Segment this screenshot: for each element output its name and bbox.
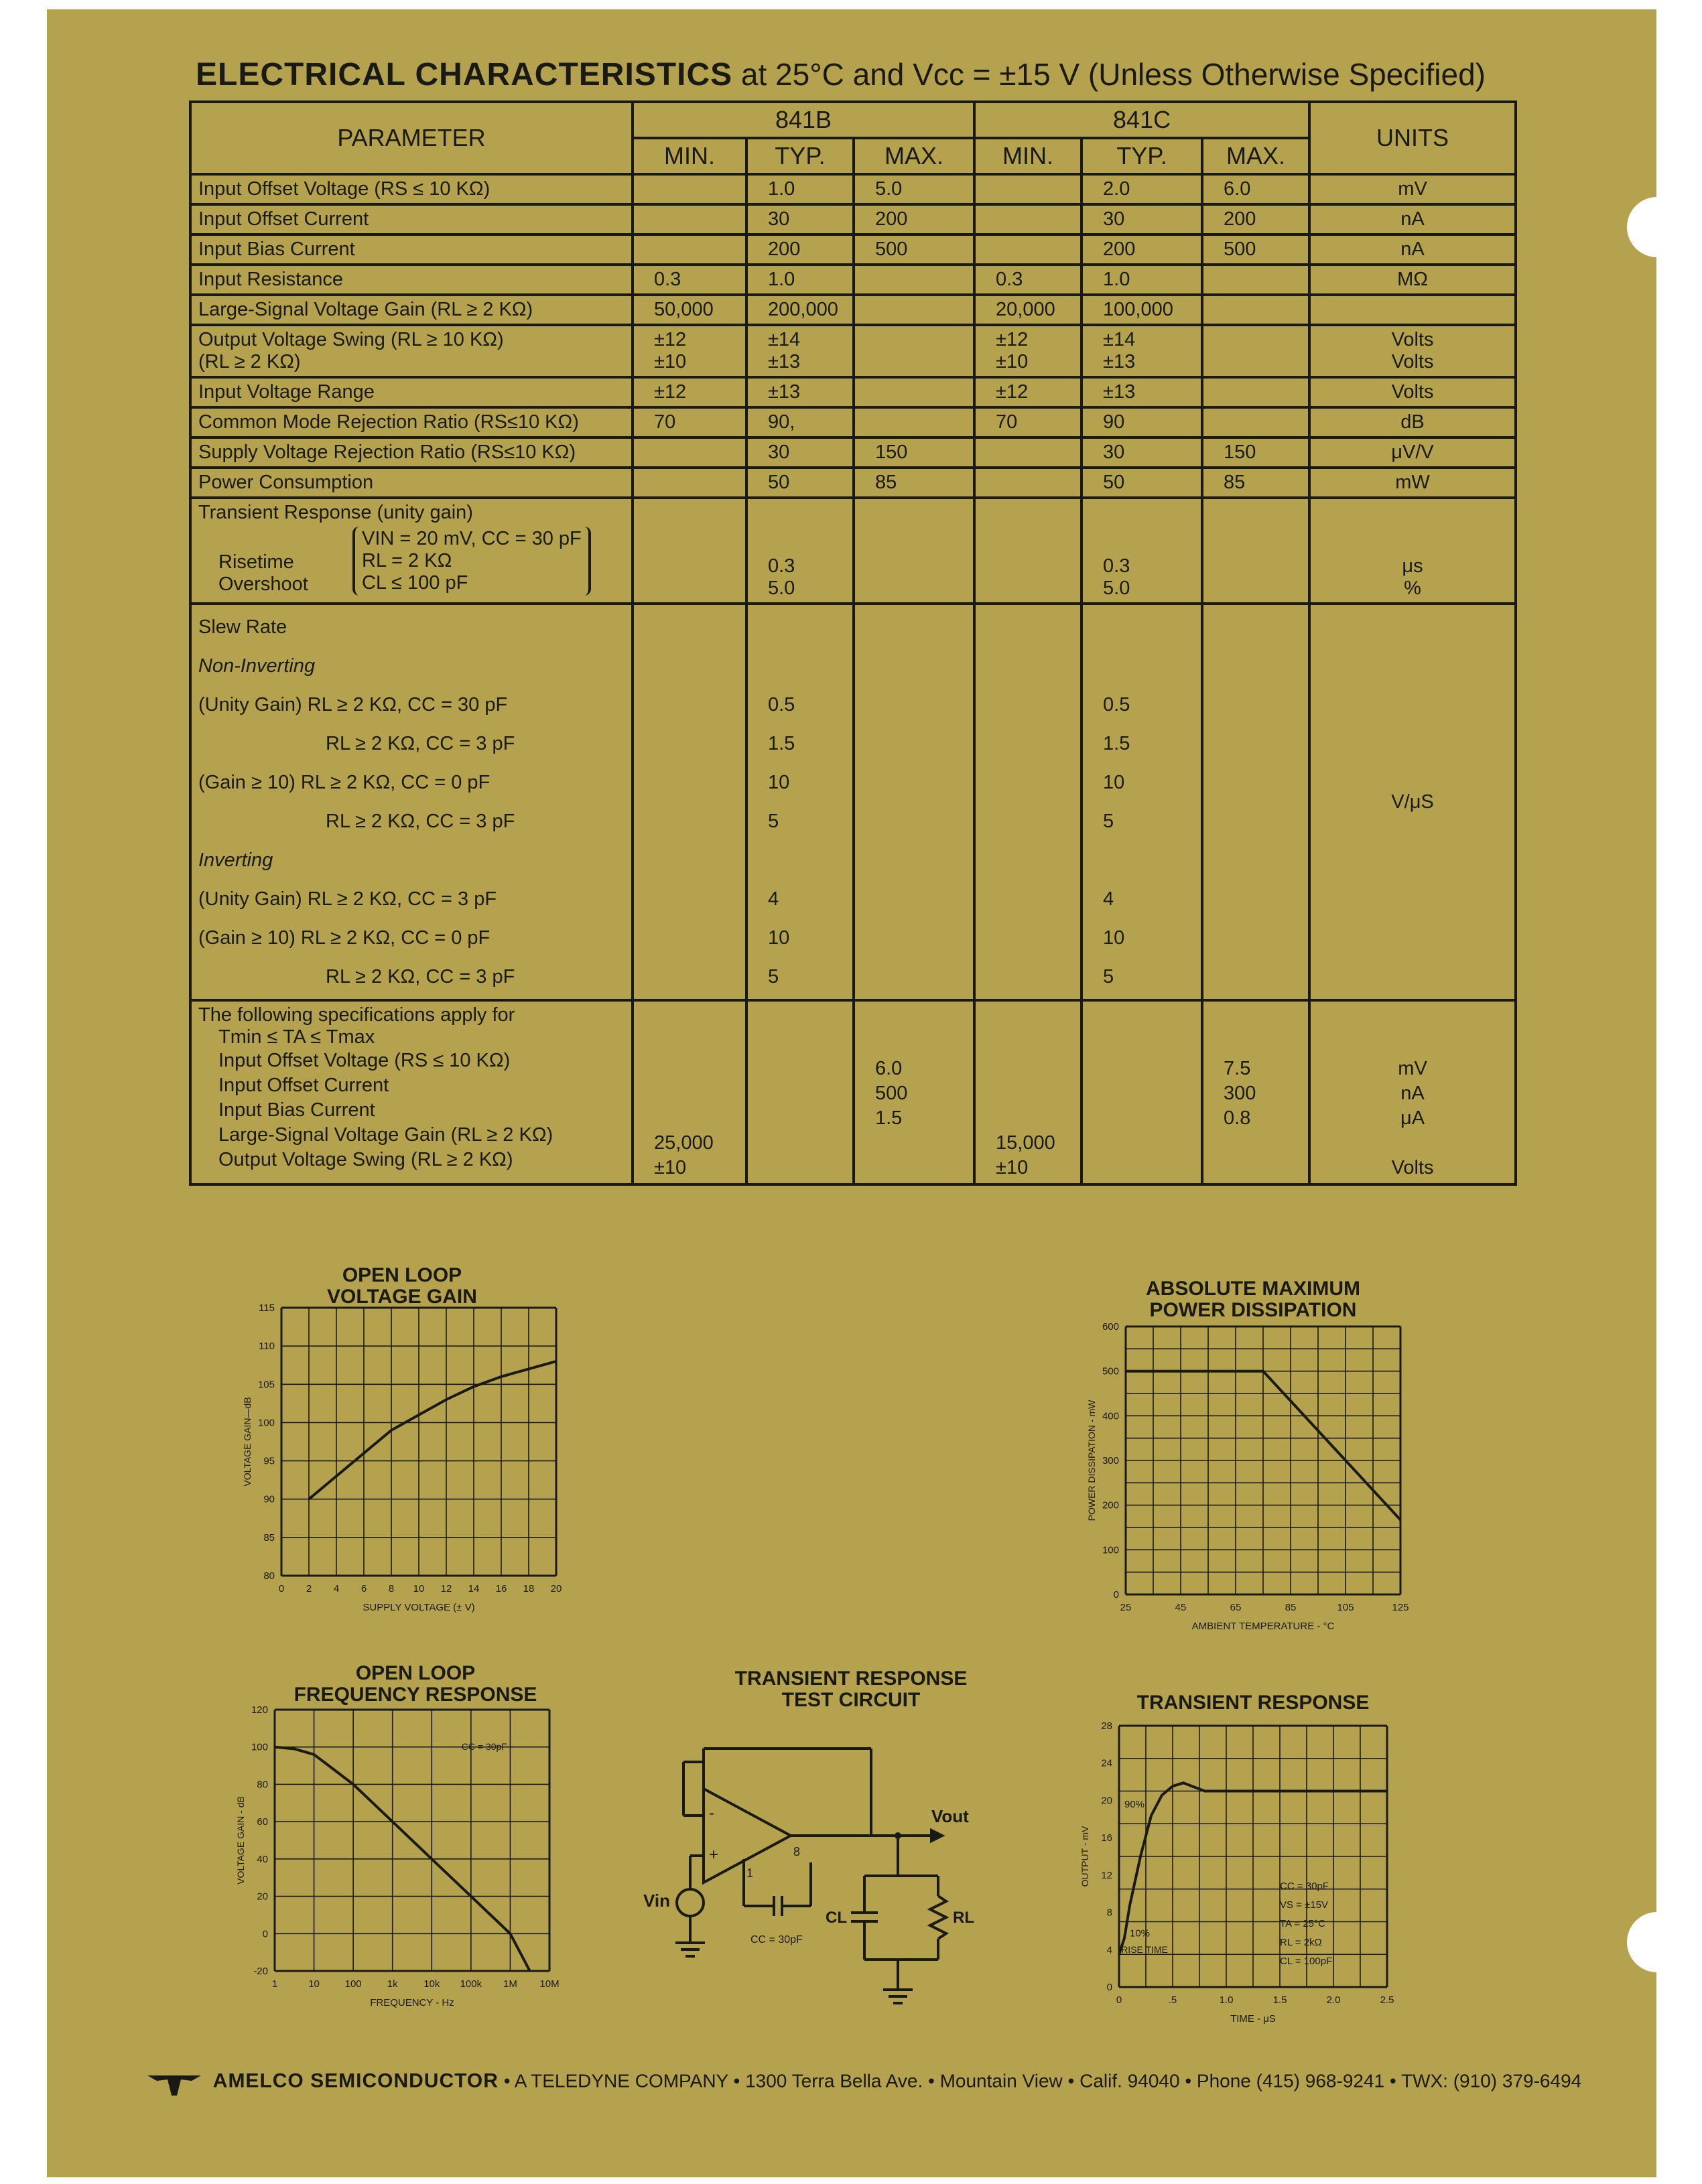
unit-cell: mV (1309, 174, 1516, 204)
x-tick-label: 100 (344, 1978, 362, 1990)
value-cell-c-min: 0.3 (974, 265, 1082, 295)
value-cell-b-typ: 30 (746, 437, 854, 468)
x-tick-label: 10M (539, 1978, 560, 1990)
value-cell-c-typ: 90 (1082, 407, 1202, 437)
unit-cell: nA (1309, 234, 1516, 265)
value-cell-c-max: 6.0 (1202, 174, 1309, 204)
value-cell-b-min: 50,000 (633, 295, 746, 325)
y-tick-label: 200 (1102, 1499, 1119, 1511)
x-tick-label: 4 (333, 1583, 340, 1594)
y-tick-label: 60 (257, 1816, 268, 1828)
legend-entry: CL = 100pF (1280, 1955, 1333, 1967)
range-row (190, 1000, 1516, 1184)
spec-rows (190, 174, 1516, 498)
slew-line-label: (Unity Gain) RL ≥ 2 KΩ, CC = 30 pF (198, 694, 508, 715)
y-tick-label: 600 (1102, 1321, 1119, 1333)
value-cell-b-typ: ±13 (746, 377, 854, 407)
y-axis-label: POWER DISSIPATION - mW (1086, 1400, 1097, 1521)
value-cell-c-max (1202, 407, 1309, 437)
y-axis-label: VOLTAGE GAIN - dB (235, 1796, 246, 1885)
y-tick-label: 105 (257, 1379, 275, 1391)
slew-c-typ (1082, 604, 1202, 1000)
value-cell-b-typ: 200 (746, 234, 854, 265)
param-cell: Input Resistance (190, 265, 633, 295)
table-row (190, 204, 1516, 234)
header-841c: 841C (974, 102, 1309, 138)
transient-b-typ: 0.3 5.0 (746, 498, 854, 604)
value-cell-b-min (633, 204, 746, 234)
test-circuit-diagram (643, 1722, 992, 2023)
unit-cell: MΩ (1309, 265, 1516, 295)
slew-inverting-heading: Inverting (198, 849, 273, 871)
plus-label: + (709, 1846, 719, 1864)
x-tick-label: 6 (361, 1583, 367, 1594)
slew-inv-line-label: RL ≥ 2 KΩ, CC = 3 pF (326, 966, 515, 987)
x-tick-label: 85 (1285, 1602, 1297, 1613)
value-cell-c-max: 500 (1202, 234, 1309, 265)
unit-cell: Volts (1309, 377, 1516, 407)
x-tick-label: 16 (495, 1583, 507, 1594)
value-cell-b-typ: 90, (746, 407, 854, 437)
value-cell-b-min: ±12 (633, 377, 746, 407)
x-tick-label: 20 (550, 1583, 562, 1594)
x-tick-label: 2 (306, 1583, 312, 1594)
value-cell-b-max (854, 377, 974, 407)
x-tick-label: .5 (1168, 1994, 1177, 2006)
rl-label: RL (953, 1909, 974, 1927)
title-condition: at 25°C and Vcc = ±15 V (Unless Otherwise Specified) (740, 57, 1486, 92)
unit-cell (1309, 295, 1516, 325)
chart-title-freq: OPEN LOOP FREQUENCY RESPONSE (293, 1662, 537, 1706)
param-cell: Input Bias Current (190, 234, 633, 265)
value-cell-b-max: 150 (854, 437, 974, 468)
slew-line-c: 1.5 (1103, 733, 1130, 754)
value-cell-c-min: 20,000 (974, 295, 1082, 325)
value-cell-b-typ: ±14 ±13 (746, 325, 854, 377)
x-tick-label: 1 (271, 1978, 278, 1990)
title-main: ELECTRICAL CHARACTERISTICS (196, 57, 733, 92)
chart-title-circuit: TRANSIENT RESPONSE TEST CIRCUIT (734, 1667, 968, 1711)
y-tick-label: 28 (1101, 1720, 1112, 1732)
value-cell-b-typ: 1.0 (746, 174, 854, 204)
x-axis-label: FREQUENCY - Hz (370, 1997, 454, 2008)
value-cell-c-min: ±12 (974, 377, 1082, 407)
transient-heading: Transient Response (unity gain) (198, 502, 473, 523)
unit-cell: μV/V (1309, 437, 1516, 468)
param-cell: Input Offset Current (190, 204, 633, 234)
value-cell-b-min (633, 437, 746, 468)
slew-line-b: 1.5 (768, 733, 795, 754)
x-tick-label: 12 (440, 1583, 452, 1594)
header-parameter: PARAMETER (190, 102, 633, 174)
overshoot-label: Overshoot (218, 573, 308, 595)
transient-c-typ: 0.3 5.0 (1082, 498, 1202, 604)
value-cell-b-min (633, 174, 746, 204)
y-tick-label: 16 (1101, 1832, 1112, 1844)
header-units: UNITS (1309, 102, 1516, 174)
value-cell-c-min: 70 (974, 407, 1082, 437)
minus-label: - (709, 1804, 714, 1822)
value-cell-c-typ: ±13 (1082, 377, 1202, 407)
pin1-label: 1 (746, 1866, 754, 1880)
slew-inv-line-b: 10 (768, 927, 790, 949)
value-cell-b-max (854, 295, 974, 325)
x-tick-label: 45 (1175, 1602, 1187, 1613)
y-tick-label: 90 (263, 1493, 275, 1505)
punch-hole-top (1627, 197, 1687, 257)
y-tick-label: 0 (1106, 1982, 1112, 1993)
label-90-percent: 90% (1124, 1798, 1145, 1810)
y-tick-label: 0 (1113, 1589, 1119, 1600)
value-cell-c-max (1202, 325, 1309, 377)
value-cell-b-max (854, 265, 974, 295)
slew-inv-line-c: 10 (1103, 927, 1125, 949)
value-cell-b-min (633, 234, 746, 265)
x-tick-label: 0 (1116, 1994, 1122, 2006)
transient-cond2: RL = 2 KΩ (362, 550, 452, 571)
cl-label: CL (826, 1909, 847, 1927)
x-tick-label: 1.5 (1272, 1994, 1287, 2006)
header-row-groups (190, 102, 1516, 138)
legend-entry: TA = 25°C (1280, 1917, 1325, 1929)
value-cell-b-max: 5.0 (854, 174, 974, 204)
chart-title-power: ABSOLUTE MAXIMUM POWER DISSIPATION (1146, 1278, 1360, 1321)
transient-row (190, 498, 1516, 604)
y-tick-label: 300 (1102, 1455, 1119, 1466)
range-c-min: 15,000 ±10 (974, 1000, 1082, 1184)
slew-param (190, 604, 633, 1000)
value-cell-c-typ: 100,000 (1082, 295, 1202, 325)
value-cell-c-max: 200 (1202, 204, 1309, 234)
slew-heading: Slew Rate (198, 616, 287, 638)
page-title (196, 56, 1486, 93)
range-params: Input Offset Voltage (RS ≤ 10 KΩ) Input Offset Current Input Bias Current Large-Signal Voltage Gain (RL ≥ 2 KΩ) Output Voltage Swing (RL ≥ 2 KΩ) (218, 1050, 553, 1170)
param-cell: Supply Voltage Rejection Ratio (RS≤10 KΩ) (190, 437, 633, 468)
footer (147, 2069, 1581, 2096)
y-axis-label: VOLTAGE GAIN—dB (242, 1397, 253, 1487)
x-tick-label: 14 (468, 1583, 480, 1594)
transient-cond1: VIN = 20 mV, CC = 30 pF (362, 528, 582, 549)
range-heading: The following specifications apply for (198, 1004, 515, 1026)
y-tick-label: 120 (251, 1704, 268, 1716)
footer-address: • A TELEDYNE COMPANY • 1300 Terra Bella Ave. • Mountain View • Calif. 94040 • Phone (415) 968-9241 • TWX: (910) 379-6494 (503, 2070, 1582, 2092)
slew-line-c: 5 (1103, 811, 1114, 832)
chart-open-loop-gain (228, 1300, 576, 1628)
param-cell: Common Mode Rejection Ratio (RS≤10 KΩ) (190, 407, 633, 437)
footer-company: AMELCO SEMICONDUCTOR (212, 2069, 499, 2092)
cc-label: CC = 30pF (750, 1934, 803, 1946)
table-row (190, 325, 1516, 377)
range-units: mV nA μA Volts (1309, 1000, 1516, 1184)
slew-line-b: 10 (768, 772, 790, 793)
param-cell: Power Consumption (190, 468, 633, 498)
value-cell-c-max: 85 (1202, 468, 1309, 498)
y-tick-label: 8 (1106, 1907, 1112, 1919)
value-cell-b-min: ±12 ±10 (633, 325, 746, 377)
y-tick-label: 85 (263, 1531, 275, 1544)
chart-power-dissipation (1065, 1313, 1414, 1648)
value-cell-c-typ: 2.0 (1082, 174, 1202, 204)
y-tick-label: 100 (257, 1417, 275, 1429)
x-tick-label: 1.0 (1219, 1994, 1234, 2006)
y-tick-label: 80 (257, 1779, 268, 1791)
slew-inv-line-label: (Gain ≥ 10) RL ≥ 2 KΩ, CC = 0 pF (198, 927, 490, 949)
param-cell: Input Offset Voltage (RS ≤ 10 KΩ) (190, 174, 633, 204)
slew-noninverting-heading: Non-Inverting (198, 655, 316, 677)
value-cell-b-max (854, 407, 974, 437)
x-tick-label: 100k (460, 1978, 482, 1990)
slew-inv-line-c: 5 (1103, 966, 1114, 987)
param-cell: Large-Signal Voltage Gain (RL ≥ 2 KΩ) (190, 295, 633, 325)
y-tick-label: 24 (1101, 1757, 1112, 1769)
slew-inv-line-c: 4 (1103, 888, 1114, 910)
x-tick-label: 8 (388, 1583, 395, 1594)
value-cell-c-typ: 30 (1082, 437, 1202, 468)
value-cell-c-min (974, 174, 1082, 204)
y-tick-label: 95 (263, 1455, 275, 1467)
slew-row (190, 604, 1516, 1000)
value-cell-b-max: 85 (854, 468, 974, 498)
value-cell-c-min (974, 437, 1082, 468)
value-cell-c-min: ±12 ±10 (974, 325, 1082, 377)
value-cell-c-min (974, 204, 1082, 234)
value-cell-c-max (1202, 295, 1309, 325)
x-tick-label: 10 (308, 1978, 320, 1990)
y-tick-label: 500 (1102, 1365, 1119, 1377)
param-cell: Input Voltage Range (190, 377, 633, 407)
y-tick-label: 400 (1102, 1410, 1119, 1422)
table-row (190, 377, 1516, 407)
x-tick-label: 125 (1392, 1602, 1409, 1613)
y-tick-label: 115 (259, 1302, 275, 1314)
y-tick-label: 100 (1102, 1544, 1119, 1556)
unit-cell: nA (1309, 204, 1516, 234)
y-tick-label: 20 (1101, 1795, 1112, 1807)
annotation-cc: CC = 30pF (461, 1741, 507, 1752)
x-tick-label: 25 (1120, 1602, 1132, 1613)
slew-line-label: RL ≥ 2 KΩ, CC = 3 pF (326, 733, 515, 754)
x-tick-label: 10k (423, 1978, 440, 1990)
y-tick-label: 80 (263, 1570, 275, 1582)
transient-param (190, 498, 633, 604)
value-cell-b-typ: 50 (746, 468, 854, 498)
x-tick-label: 18 (523, 1583, 535, 1594)
range-c-max: 7.5 300 0.8 (1202, 1000, 1309, 1184)
value-cell-b-typ: 30 (746, 204, 854, 234)
value-cell-b-typ: 1.0 (746, 265, 854, 295)
x-tick-label: 105 (1337, 1602, 1354, 1613)
data-series-line (309, 1361, 556, 1499)
value-cell-b-max (854, 325, 974, 377)
value-cell-c-min (974, 234, 1082, 265)
value-cell-b-min: 0.3 (633, 265, 746, 295)
slew-line-c: 0.5 (1103, 694, 1130, 715)
x-axis-label: TIME - μS (1230, 2013, 1276, 2025)
transient-cond3: CL ≤ 100 pF (362, 572, 468, 594)
x-axis-label: AMBIENT TEMPERATURE - °C (1191, 1621, 1335, 1632)
transient-conditions (352, 527, 591, 596)
y-tick-label: 12 (1101, 1869, 1112, 1881)
risetime-label: Risetime (218, 551, 294, 573)
chart-title-gain: OPEN LOOP VOLTAGE GAIN (327, 1264, 477, 1308)
range-param (190, 1000, 633, 1184)
table-row (190, 234, 1516, 265)
slew-line-label: RL ≥ 2 KΩ, CC = 3 pF (326, 811, 515, 832)
x-tick-label: 1M (503, 1978, 517, 1990)
header-c-max: MAX. (1202, 138, 1309, 174)
y-tick-label: 110 (259, 1341, 275, 1353)
chart-title-transient: TRANSIENT RESPONSE (1136, 1692, 1370, 1714)
label-10-percent: 10% (1130, 1927, 1151, 1939)
range-condition: Tmin ≤ TA ≤ Tmax (218, 1026, 375, 1048)
value-cell-c-max (1202, 377, 1309, 407)
slew-line-b: 0.5 (768, 694, 795, 715)
y-axis-label: OUTPUT - mV (1079, 1826, 1090, 1887)
header-b-typ: TYP. (746, 138, 854, 174)
y-tick-label: 0 (262, 1928, 268, 1940)
value-cell-c-typ: 200 (1082, 234, 1202, 265)
x-tick-label: 10 (413, 1583, 425, 1594)
table-row (190, 437, 1516, 468)
range-b-max: 6.0 500 1.5 (854, 1000, 974, 1184)
transient-unit: μs % (1309, 498, 1516, 604)
table-row (190, 174, 1516, 204)
x-axis-label: SUPPLY VOLTAGE (± V) (363, 1602, 475, 1613)
y-tick-label: 4 (1106, 1944, 1112, 1956)
value-cell-c-max (1202, 265, 1309, 295)
table-row (190, 265, 1516, 295)
value-cell-b-typ: 200,000 (746, 295, 854, 325)
slew-unit: V/μS (1309, 604, 1516, 1000)
slew-b-typ (746, 604, 854, 1000)
value-cell-c-typ: ±14 ±13 (1082, 325, 1202, 377)
table-row (190, 295, 1516, 325)
chart-frequency-response (228, 1702, 576, 2030)
rl-resistor-icon (930, 1896, 946, 1939)
label-rise-time: RISE TIME (1121, 1943, 1168, 1955)
table-row (190, 407, 1516, 437)
value-cell-c-min (974, 468, 1082, 498)
value-cell-c-max: 150 (1202, 437, 1309, 468)
header-c-typ: TYP. (1082, 138, 1202, 174)
chart-transient-response (1065, 1715, 1414, 2037)
pin8-label: 8 (793, 1845, 801, 1858)
slew-inv-line-b: 5 (768, 966, 779, 987)
vin-source-icon (677, 1889, 704, 1916)
header-b-min: MIN. (633, 138, 746, 174)
value-cell-c-typ: 50 (1082, 468, 1202, 498)
x-tick-label: 1k (387, 1978, 398, 1990)
output-arrow-icon (931, 1830, 942, 1841)
legend-entry: CC = 30pF (1280, 1880, 1329, 1892)
value-cell-b-max: 500 (854, 234, 974, 265)
slew-line-label: (Gain ≥ 10) RL ≥ 2 KΩ, CC = 0 pF (198, 772, 490, 793)
unit-cell: mW (1309, 468, 1516, 498)
slew-line-b: 5 (768, 811, 779, 832)
slew-line-c: 10 (1103, 772, 1125, 793)
header-b-max: MAX. (854, 138, 974, 174)
x-tick-label: 2.5 (1380, 1994, 1394, 2006)
y-tick-label: 40 (257, 1853, 268, 1865)
slew-inv-line-label: (Unity Gain) RL ≥ 2 KΩ, CC = 3 pF (198, 888, 497, 910)
param-cell: Output Voltage Swing (RL ≥ 10 KΩ) (RL ≥ 2 KΩ) (190, 325, 633, 377)
spec-table (189, 100, 1517, 1186)
vout-label: Vout (931, 1806, 969, 1826)
vin-label: Vin (643, 1891, 670, 1911)
value-cell-b-min (633, 468, 746, 498)
punch-hole-bottom (1627, 1912, 1687, 1972)
header-841b: 841B (633, 102, 974, 138)
unit-cell: Volts Volts (1309, 325, 1516, 377)
teledyne-logo-icon (147, 2069, 201, 2096)
value-cell-b-max: 200 (854, 204, 974, 234)
value-cell-c-typ: 1.0 (1082, 265, 1202, 295)
value-cell-c-typ: 30 (1082, 204, 1202, 234)
x-tick-label: 65 (1230, 1602, 1242, 1613)
x-tick-label: 2.0 (1326, 1994, 1341, 2006)
header-c-min: MIN. (974, 138, 1082, 174)
y-tick-label: 100 (251, 1741, 268, 1753)
unit-cell: dB (1309, 407, 1516, 437)
x-tick-label: 0 (278, 1583, 285, 1594)
value-cell-b-min: 70 (633, 407, 746, 437)
legend-entry: RL = 2kΩ (1280, 1936, 1322, 1948)
y-tick-label: -20 (253, 1966, 268, 1977)
range-b-min: 25,000 ±10 (633, 1000, 746, 1184)
y-tick-label: 20 (257, 1891, 268, 1903)
legend-entry: VS = ±15V (1280, 1899, 1329, 1911)
table-row (190, 468, 1516, 498)
slew-inv-line-b: 4 (768, 888, 779, 910)
